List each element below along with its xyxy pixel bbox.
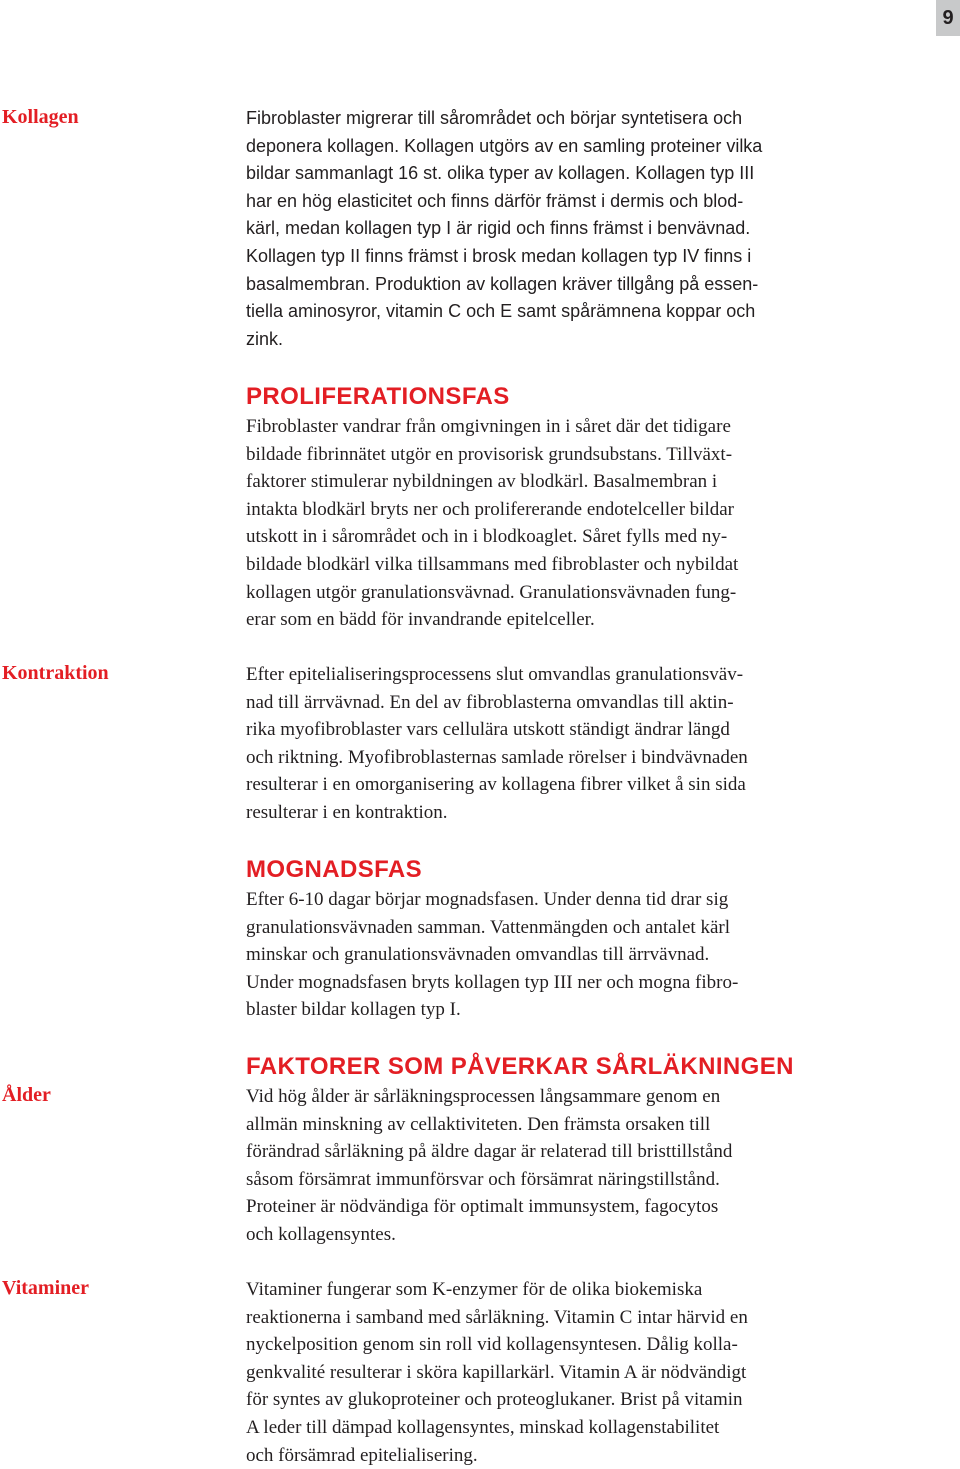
kollagen-paragraph: Fibroblaster migrerar till sårområdet och börjar syntetisera och deponera kollagen. Kollagen utgörs av en samling proteiner vilka bildar sammanlagt 16 st. olika typer av kollagen. Kollagen typ III har en hög elasticitet och finns därför främst i dermis och blod- kärl, medan kollagen typ I är rigid och finns främst i benvävnad. Kollagen typ II finns främst i brosk medan kollagen typ IV finns i basalmembran. Produktion av kollagen kräver tillgång på essen- tiella aminosyror, vitamin C och E samt spårämnena koppar och zink. xyxy=(246,108,763,349)
side-label-alder: Ålder xyxy=(2,1084,51,1106)
heading-proliferationsfas: PROLIFERATIONSFAS xyxy=(246,383,510,410)
side-label-kontraktion: Kontraktion xyxy=(2,662,109,684)
kontraktion-paragraph: Efter epitelialiseringsprocessens slut omvandlas granulationsväv- nad till ärrvävnad. En del av fibroblasterna omvandlas till aktin- rika myofibroblaster vars cellulära utskott ständigt ändrar längd och riktning. Myofibroblasternas samlade rörelser i bindvävnaden resulterar i en omorganisering av kollagena fibrer vilket å sin sida resulterar i en kontraktion. xyxy=(246,664,748,823)
side-label-vitaminer: Vitaminer xyxy=(2,1277,90,1299)
page-number: 9 xyxy=(942,6,954,29)
page-number-tab xyxy=(936,0,960,36)
vitaminer-paragraph: Vitaminer fungerar som K-enzymer för de olika biokemiska reaktionerna i samband med sårläkning. Vitamin C intar härvid en nyckelposition genom sin roll vid kollagensyntesen. Dålig kolla- genkvalité resulterar i sköra kapillarkärl. Vitamin A är nödvändigt för syntes av glukoproteiner och proteoglukaner. Brist på vitamin A leder till dämpad kollagensyntes, minskad kollagenstabilitet och försämrad epitelialisering. xyxy=(246,1279,748,1466)
mognadsfas-paragraph: Efter 6-10 dagar börjar mognadsfasen. Under denna tid drar sig granulationsvävnaden samman. Vattenmängden och antalet kärl minskar och granulationsvävnaden omvandlas till ärrvävnad. Under mognadsfasen bryts kollagen typ III ner och mogna fibro- blaster bildar kollagen typ I. xyxy=(246,889,739,1021)
alder-paragraph: Vid hög ålder är sårläkningsprocessen långsammare genom en allmän minskning av cellaktiviteten. Den främsta orsaken till förändrad sårläkning på äldre dagar är relaterad till bristtillstånd såsom försämrat immunförsvar och försämrat näringstillstånd. Proteiner är nödvändiga för optimalt immunsystem, fagocytos och kollagensyntes. xyxy=(246,1086,733,1245)
proliferationsfas-paragraph: Fibroblaster vandrar från omgivningen in i såret där det tidigare bildade fibrinnätet utgör en provisorisk grundsubstans. Tillväxt- faktorer stimulerar nybildningen av blodkärl. Basalmembran i intakta blodkärl bryts ner och prolifererande endotelceller bildar utskott in i sårområdet och in i blodkoaglet. Såret fylls med ny- bildade blodkärl vilka tillsammans med fibroblaster och nybildat kollagen utgör granulationsvävnad. Granulationsvävnaden fung- erar som en bädd för invandrande epitelceller. xyxy=(246,416,739,631)
side-label-kollagen: Kollagen xyxy=(2,106,79,128)
heading-mognadsfas: MOGNADSFAS xyxy=(246,856,423,883)
heading-faktorer: FAKTORER SOM PÅVERKAR SÅRLÄKNINGEN xyxy=(246,1053,794,1080)
